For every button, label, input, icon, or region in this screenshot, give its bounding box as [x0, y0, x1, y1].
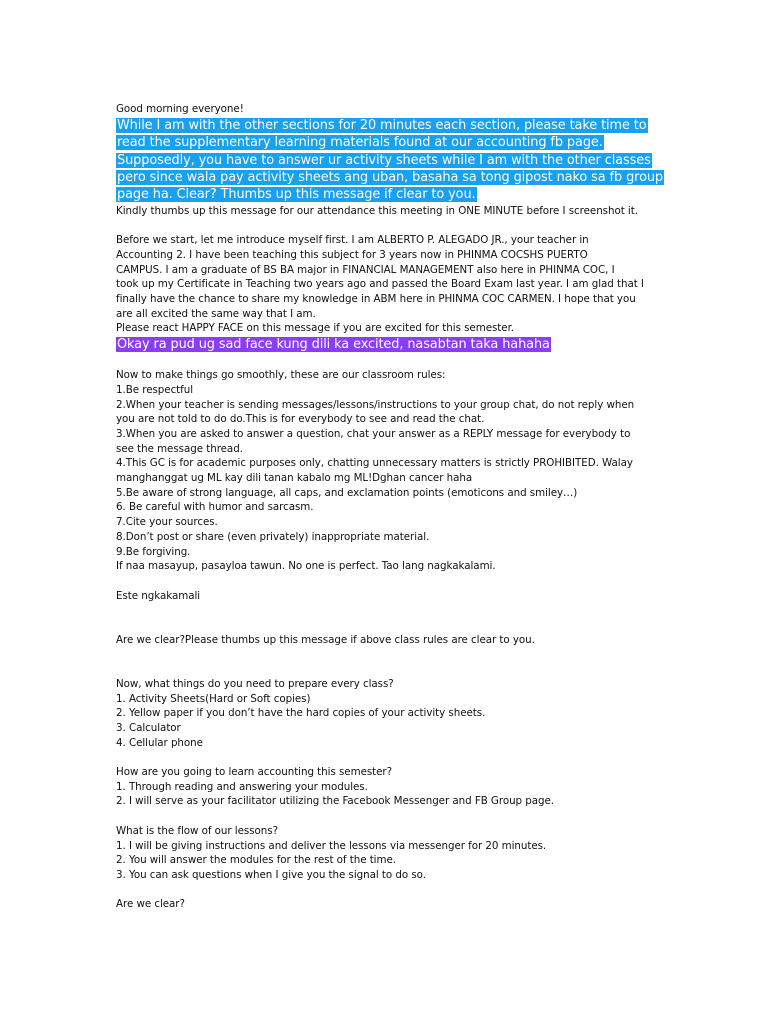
clear-rules-line: Are we clear?Please thumbs up this message if above class rules are clear to you. [116, 633, 535, 646]
spacer [116, 647, 656, 676]
highlighted-line: read the supplementary learning materials found at our accounting fb page. [117, 135, 603, 151]
list-item: 7.Cite your sources. [116, 516, 218, 529]
document-page [116, 102, 664, 912]
highlighted-line: Supposedly, you have to answer ur activity sheets while I am with the other classes [117, 152, 651, 168]
spacer [116, 750, 656, 765]
intro-paragraph [116, 233, 656, 336]
text-line: took up my Certificate in Teaching two years ago and passed the Board Exam last year. I am glad that I [116, 278, 644, 291]
highlighted-line: pero since wala pay activity sheets ang uban, basaha sa tong gipost nako sa fb group [117, 169, 664, 185]
list-item: 3. You can ask questions when I give you the signal to do so. [116, 868, 426, 881]
highlighted-purple-line: Okay ra pud ug sad face kung dili ka excited, nasabtan taka hahaha [117, 337, 550, 353]
learn-list [116, 765, 656, 809]
list-item: 9.Be forgiving. [116, 545, 191, 558]
text-line: finally have the chance to share my knowledge in ABM here in PHINMA COC CARMEN. I hope that you [116, 292, 636, 305]
list-item: 5.Be aware of strong language, all caps, and exclamation points (emoticons and smiley…) [116, 486, 578, 499]
list-item: you are not told to do do.This is for everybody to see and read the chat. [116, 413, 485, 426]
list-item: 4. Cellular phone [116, 736, 203, 749]
spacer [116, 809, 656, 824]
list-item: 6. Be careful with humor and sarcasm. [116, 501, 314, 514]
final-question-line: Are we clear? [116, 898, 185, 911]
list-item: 1. Through reading and answering your modules. [116, 780, 368, 793]
highlighted-line: page ha. Clear? Thumbs up this message if clear to you. [117, 187, 476, 203]
text-line: CAMPUS. I am a graduate of BS BA major in FINANCIAL MANAGEMENT also here in PHINMA COC, I [116, 263, 615, 276]
flow-heading: What is the flow of our lessons? [116, 824, 278, 837]
list-item: 1. Activity Sheets(Hard or Soft copies) [116, 692, 311, 705]
list-item: 2.When your teacher is sending messages/lessons/instructions to your group chat, do not reply when [116, 398, 635, 411]
spacer [116, 218, 656, 233]
list-item: 2. You will answer the modules for the rest of the time. [116, 854, 396, 867]
text-line: Before we start, let me introduce myself first. I am ALBERTO P. ALEGADO JR., your teacher in [116, 234, 589, 247]
spacer [116, 353, 656, 368]
este-line: Este ngkakamali [116, 589, 201, 602]
list-item: If naa masayup, pasayloa tawun. No one is perfect. Tao lang nagkakalami. [116, 560, 496, 573]
prepare-list [116, 677, 656, 751]
highlighted-line: While I am with the other sections for 20 minutes each section, please take time to [117, 117, 647, 133]
learn-heading: How are you going to learn accounting this semester? [116, 766, 393, 779]
list-item: 8.Don’t post or share (even privately) inappropriate material. [116, 530, 430, 543]
prepare-heading: Now, what things do you need to prepare every class? [116, 677, 394, 690]
attendance-line: Kindly thumbs up this message for our attendance this meeting in ONE MINUTE before I screenshot it. [116, 204, 638, 217]
list-item: 2. I will serve as your facilitator utilizing the Facebook Messenger and FB Group page. [116, 795, 554, 808]
list-item: 1.Be respectful [116, 383, 194, 396]
list-item: 3.When you are asked to answer a question, chat your answer as a REPLY message for everybody to [116, 427, 631, 440]
spacer [116, 574, 656, 589]
text-line: Accounting 2. I have been teaching this subject for 3 years now in PHINMA COCSHS PUERTO [116, 248, 588, 261]
rules-list [116, 368, 656, 574]
text-line: Please react HAPPY FACE on this message if you are excited for this semester. [116, 322, 515, 335]
greeting-line: Good morning everyone! [116, 103, 244, 115]
flow-list [116, 824, 656, 883]
list-item: 2. Yellow paper if you don’t have the hard copies of your activity sheets. [116, 707, 486, 720]
spacer [116, 603, 656, 632]
list-item: 1. I will be giving instructions and deliver the lessons via messenger for 20 minutes. [116, 839, 547, 852]
spacer [116, 883, 656, 898]
list-item: 3. Calculator [116, 721, 181, 734]
rules-heading: Now to make things go smoothly, these are our classroom rules: [116, 369, 446, 382]
highlighted-blue-paragraph [116, 117, 664, 204]
list-item: manghanggat ug ML kay dili tanan kabalo mg ML!Dghan cancer haha [116, 472, 473, 485]
list-item: see the message thread. [116, 442, 243, 455]
text-line: are all excited the same way that I am. [116, 307, 316, 320]
list-item: 4.This GC is for academic purposes only, chatting unnecessary matters is strictly PROHIBITED. Walay [116, 457, 633, 470]
